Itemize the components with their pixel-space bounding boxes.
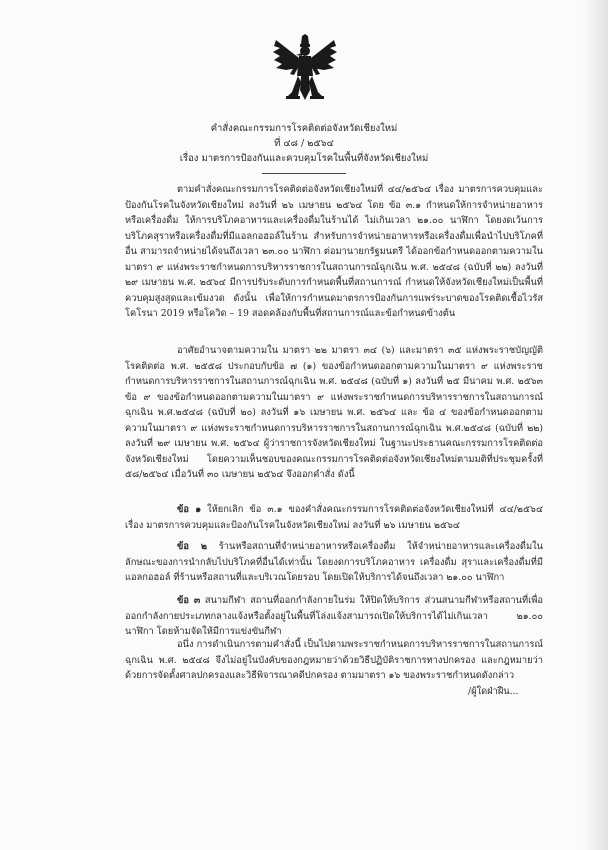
garuda-emblem-icon <box>272 34 338 106</box>
order-number: ที่ ๔๘ / ๒๕๖๔ <box>274 138 334 149</box>
clause-3-label: ข้อ ๓ <box>177 595 201 606</box>
clause-2-text: ร้านหรือสถานที่จำหน่ายอาหารหรือเครื่องดื่ม ให้จำหน่ายอาหารและเครื่องดื่มในลักษณะของการนำกลับไปบริโภคที่อื่นได้เท่านั้น โดยงดการบริโภคอาหาร เครื่องดื่ม สุราและเครื่องดื่มที่มีแอลกอฮอล์ ที่ร้านหรือสถานที่และบริเวณโดยรอบ โดยเปิดให้บริการได้จนถึงเวลา ๒๑.๐๐ นาฬิกา <box>125 541 543 583</box>
paragraph-authority <box>125 343 543 483</box>
clause-3 <box>125 593 543 640</box>
paragraph-preamble <box>125 182 543 322</box>
clause-1-text: ให้ยกเลิก ข้อ ๓.๑ ของคำสั่งคณะกรรมการโรคติดต่อจังหวัดเชียงใหม่ที่ ๔๔/๒๕๖๔ เรื่อง มาตรการควบคุมและป้องกันโรคในจังหวัดเชียงใหม่ ลงวันที่ ๒๖ เมษายน ๒๕๖๔ <box>125 504 543 531</box>
clause-1-label: ข้อ ๑ <box>177 504 202 515</box>
order-title: คำสั่งคณะกรรมการโรคติดต่อจังหวัดเชียงใหม่ <box>210 123 398 134</box>
paragraph-authority-text: อาศัยอำนาจตามความใน มาตรา ๒๒ มาตรา ๓๔ (๖) และมาตรา ๓๕ แห่งพระราชบัญญัติโรคติดต่อ พ.ศ. ๒๕๕๘ ประกอบกับข้อ ๗ (๑) ของข้อกำหนดออกตามความในมาตรา ๙ แห่งพระราชกำหนดการบริหารราชการในสถานการณ์ฉุกเฉิน พ.ศ. ๒๕๔๘ (ฉบับที่ ๑) ลงวันที่ ๒๕ มีนาคม พ.ศ. ๒๕๖๓ ข้อ ๙ ของข้อกำหนดออกตามความในมาตรา ๙ แห่งพระราชกำหนดการบริหารราชการในสถานการณ์ฉุกเฉิน พ.ศ.๒๕๔๘ (ฉบับที่ ๒๐) ลงวันที่ ๑๖ เมษายน พ.ศ. ๒๕๖๔ และ ข้อ ๔ ของข้อกำหนดออกตามความในมาตรา ๙ แห่งพระราชกำหนดการบริหารราชการในสถานการณ์ฉุกเฉิน พ.ศ.๒๕๔๘ (ฉบับที่ ๒๒) ลงวันที่ ๒๙ เมษายน พ.ศ. ๒๕๖๔ ผู้ว่าราชการจังหวัดเชียงใหม่ ในฐานะประธานคณะกรรมการโรคติดต่อจังหวัดเชียงใหม่ โดยความเห็นชอบของคณะกรรมการโรคติดต่อจังหวัดเชียงใหม่ตามมติที่ประชุมครั้งที่ ๕๘/๒๕๖๔ เมื่อวันที่ ๓๐ เมษายน ๒๕๖๔ จึงออกคำสั่ง ดังนี้ <box>125 345 543 480</box>
paragraph-final-text: อนึ่ง การดำเนินการตามคำสั่งนี้ เป็นไปตามพระราชกำหนดการบริหารราชการในสถานการณ์ฉุกเฉิน พ.ศ. ๒๕๔๘ จึงไม่อยู่ในบังคับของกฎหมายว่าด้วยวิธีปฏิบัติราชการทางปกครอง และกฎหมายว่าด้วยการจัดตั้งศาลปกครองและวิธีพิจารณาคดีปกครอง ตามมาตรา ๑๖ ของพระราชกำหนดดังกล่าว <box>125 639 543 681</box>
order-subject: เรื่อง มาตรการป้องกันและควบคุมโรคในพื้นที่จังหวัดเชียงใหม่ <box>179 153 429 164</box>
clause-3-text: สนามกีฬา สถานที่ออกกำลังกายในร่ม ให้ปิดให้บริการ ส่วนสนามกีฬาหรือสถานที่เพื่อออกกำลังกายประเภทกลางแจ้งหรือตั้งอยู่ในพื้นที่โล่งแจ้งสามารถเปิดให้บริการได้ไม่เกินเวลา ๒๑.๐๐ นาฬิกา โดยห้ามจัดให้มีการแข่งขันกีฬา <box>125 595 543 637</box>
continuation-marker: /ผู้ใดฝ่าฝืน... <box>468 686 519 697</box>
clause-2-label: ข้อ ๒ <box>177 541 208 552</box>
paragraph-preamble-text: ตามคำสั่งคณะกรรมการโรคติดต่อจังหวัดเชียงใหม่ที่ ๔๔/๒๕๖๔ เรื่อง มาตรการควบคุมและป้องกันโรคในจังหวัดเชียงใหม่ ลงวันที่ ๒๖ เมษายน ๒๕๖๔ โดย ข้อ ๓.๑ กำหนดให้การจำหน่ายอาหารหรือเครื่องดื่ม ให้การบริโภคอาหารและเครื่องดื่มในร้านได้ ไม่เกินเวลา ๒๑.๐๐ นาฬิกา โดยงดเว้นการบริโภคสุราหรือเครื่องดื่มที่มีแอลกอฮอล์ในร้าน สำหรับการจำหน่ายอาหารหรือเครื่องดื่มเพื่อนำไปบริโภคที่อื่น สามารถจำหน่ายได้จนถึงเวลา ๒๓.๐๐ นาฬิกา ต่อมานายกรัฐมนตรี ได้ออกข้อกำหนดออกตามความในมาตรา ๙ แห่งพระราชกำหนดการบริหารราชการในสถานการณ์ฉุกเฉิน พ.ศ. ๒๕๔๘ (ฉบับที่ ๒๒) ลงวันที่ ๒๙ เมษายน พ.ศ. ๒๕๖๔ มีการปรับระดับการกำหนดพื้นที่สถานการณ์ กำหนดให้จังหวัดเชียงใหม่เป็นพื้นที่ควบคุมสูงสุดและเข้มงวด ดังนั้น เพื่อให้การกำหนดมาตรการป้องกันการแพร่ระบาดของโรคติดเชื้อไวรัสโคโรนา 2019 หรือโควิด – 19 สอดคล้องกับพื้นที่สถานการณ์และข้อกำหนดข้างต้น <box>125 184 543 319</box>
clause-2 <box>125 539 543 586</box>
clause-1 <box>125 502 543 533</box>
paragraph-final <box>125 637 543 684</box>
header-divider <box>262 173 346 174</box>
